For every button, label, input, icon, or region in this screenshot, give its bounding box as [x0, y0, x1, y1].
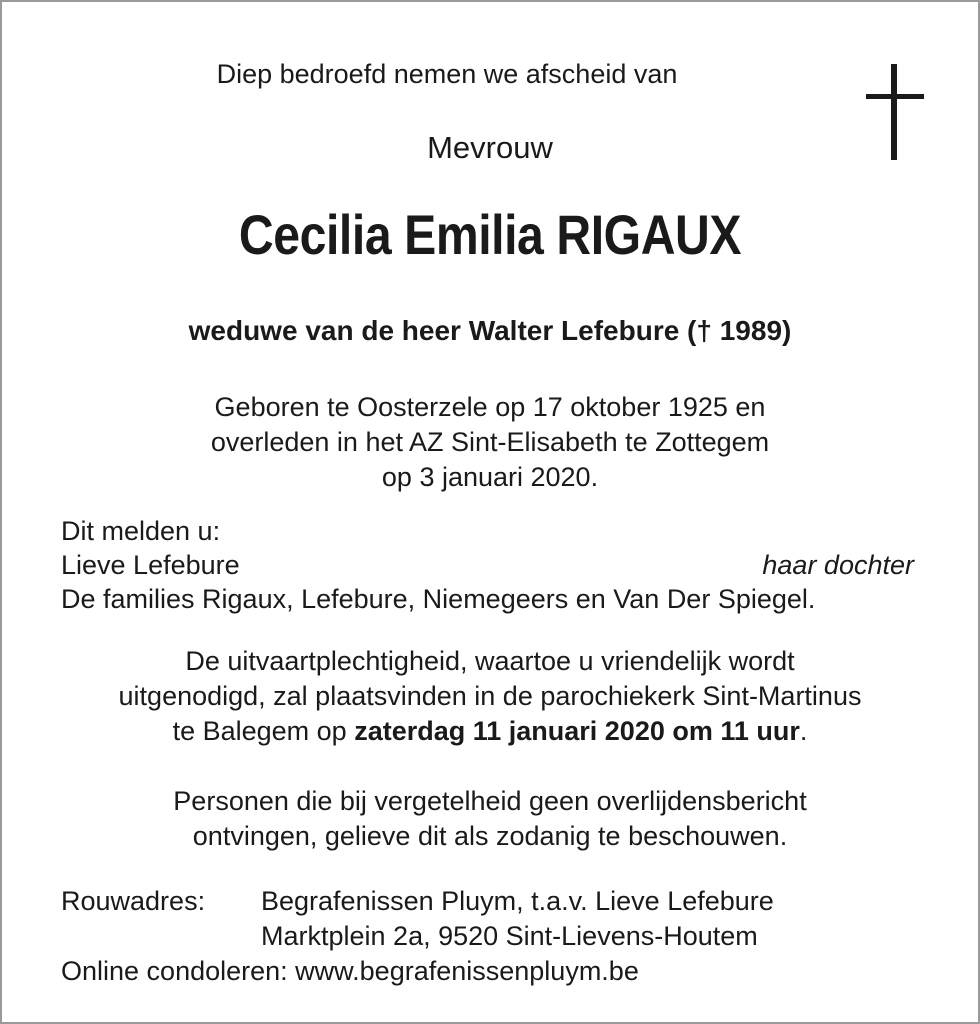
online-label: Online condoleren: [61, 956, 296, 986]
intro-text: Diep bedroefd nemen we afscheid van [216, 59, 678, 89]
birth-death-info [2, 390, 978, 495]
funeral-line-3 [2, 714, 978, 749]
mourning-address [61, 884, 774, 989]
birth-line: Geboren te Oosterzele op 17 oktober 1925 en [214, 392, 766, 422]
family-member-row [61, 548, 914, 582]
honorific: Mevrouw [427, 130, 553, 165]
funeral-line-end: . [799, 716, 808, 746]
announcers [61, 514, 914, 616]
note-line-1: Personen die bij vergetelheid geen overlijdensbericht [173, 786, 807, 816]
address-street: Marktplein 2a, 9520 Sint-Lievens-Houtem [261, 921, 758, 951]
family-member-name: Lieve Lefebure [61, 550, 240, 580]
funeral-location: te Balegem op [172, 716, 355, 746]
death-date-line: op 3 januari 2020. [381, 462, 599, 492]
address-line-1 [61, 884, 774, 919]
cross-horizontal-bar [866, 94, 924, 99]
note-line-2: ontvingen, gelieve dit als zodanig te beschouwen. [192, 821, 788, 851]
families-text: De families Rigaux, Lefebure, Niemegeers en Van Der Spiegel. [61, 584, 816, 614]
notice-note [2, 784, 978, 854]
funeral-datetime: zaterdag 11 januari 2020 om 11 uur [354, 716, 800, 746]
announcers-intro-text: Dit melden u: [61, 516, 221, 546]
death-line: overleden in het AZ Sint-Elisabeth te Zottegem [210, 427, 770, 457]
address-line-2 [61, 919, 774, 954]
deceased-name: Cecilia Emilia RIGAUX [238, 203, 742, 266]
spouse-line: weduwe van de heer Walter Lefebure († 1989) [188, 315, 792, 346]
online-condolence-line [61, 954, 774, 989]
families-line [61, 582, 914, 616]
address-label: Rouwadres: [61, 886, 206, 916]
family-member-relation: haar dochter [762, 550, 914, 580]
address-name: Begrafenissen Pluym, t.a.v. Lieve Lefebure [261, 886, 774, 916]
funeral-line-2: uitgenodigd, zal plaatsvinden in de parochiekerk Sint-Martinus [118, 681, 862, 711]
funeral-info [2, 644, 978, 749]
announcers-intro [61, 514, 914, 548]
funeral-line-1: De uitvaartplechtigheid, waartoe u vriendelijk wordt [185, 646, 795, 676]
website-link[interactable]: www.begrafenissenpluym.be [295, 956, 639, 986]
